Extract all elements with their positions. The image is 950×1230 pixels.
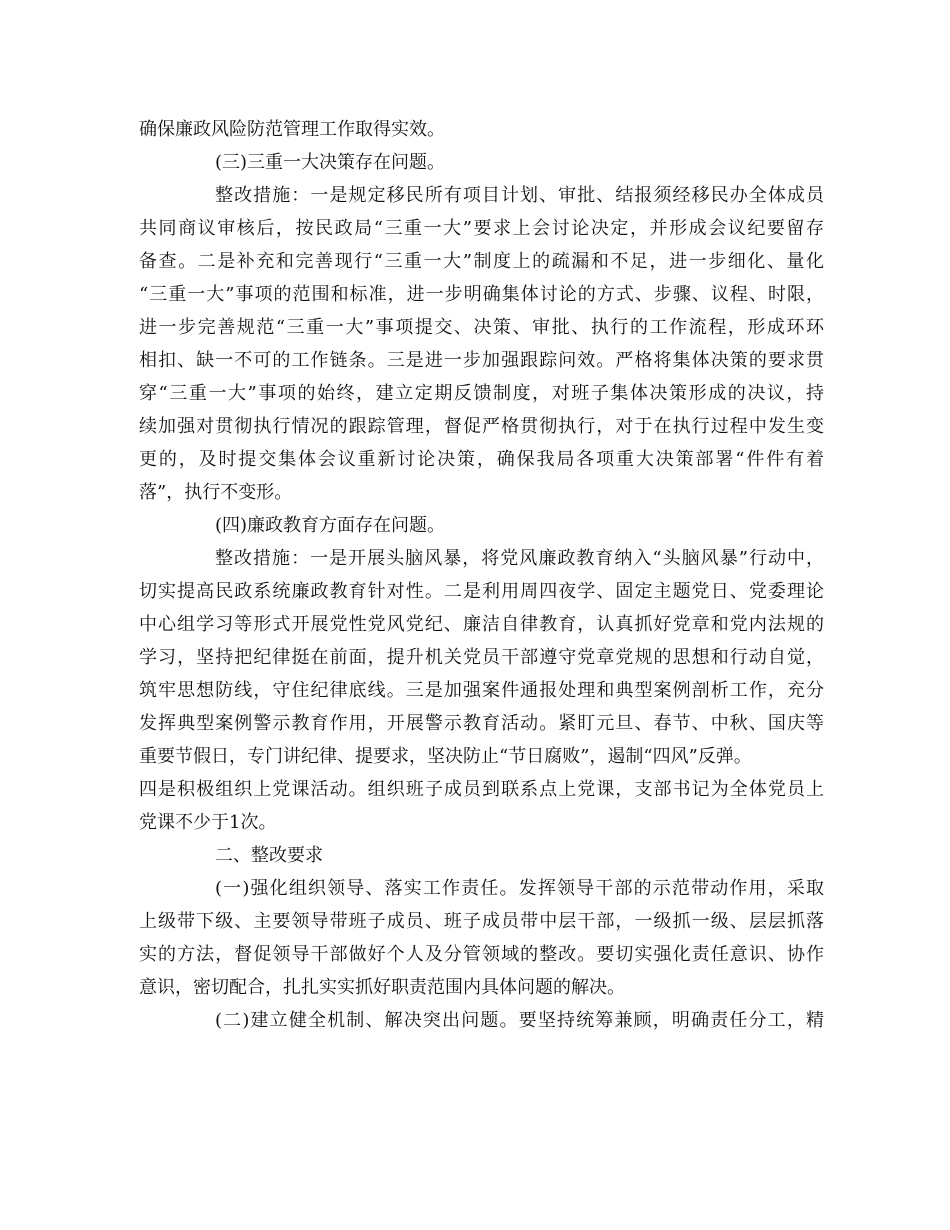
- text-line: 整改措施：一是开展头脑风暴，将党风廉政教育纳入“头脑风暴”行动中，: [215, 548, 824, 569]
- text-line: 穿“三重一大”事项的始终，建立定期反馈制度，对班子集体决策形成的决议，持: [139, 383, 824, 404]
- text-line: 备查。二是补充和完善现行“三重一大”制度上的疏漏和不足，进一步细化、量化: [139, 251, 824, 272]
- text-line: 上级带下级、主要领导带班子成员、班子成员带中层干部，一级抓一级、层层抓落: [139, 911, 824, 932]
- text-line: 落”，执行不变形。: [139, 482, 293, 503]
- section-heading: (四)廉政教育方面存在问题。: [215, 515, 446, 536]
- text-line: 相扣、缺一不可的工作链条。三是进一步加强跟踪问效。严格将集体决策的要求贯: [139, 350, 824, 371]
- text-line: “三重一大”事项的范围和标准，进一步明确集体讨论的方式、步骤、议程、时限，: [139, 284, 824, 305]
- text-line: 发挥典型案例警示教育作用，开展警示教育活动。紧盯元旦、春节、中秋、国庆等: [139, 713, 824, 734]
- text-line: (一)强化组织领导、落实工作责任。发挥领导干部的示范带动作用，采取: [215, 878, 824, 899]
- text-line: 党课不少于1次。: [139, 812, 277, 833]
- text-line: 四是积极组织上党课活动。组织班子成员到联系点上党课，支部书记为全体党员上: [139, 779, 824, 800]
- text-line: 学习，坚持把纪律挺在前面，提升机关党员干部遵守党章党规的思想和行动自觉，: [139, 647, 824, 668]
- section-heading: (三)三重一大决策存在问题。: [215, 152, 446, 173]
- text-line: 实的方法，督促领导干部做好个人及分管领域的整改。要切实强化责任意识、协作: [139, 944, 824, 965]
- text-line: 进一步完善规范“三重一大”事项提交、决策、审批、执行的工作流程，形成环环: [139, 317, 824, 338]
- text-line: 筑牢思想防线，守住纪律底线。三是加强案件通报处理和典型案例剖析工作，充分: [139, 680, 824, 701]
- text-line: (二)建立健全机制、解决突出问题。要坚持统筹兼顾，明确责任分工，精: [215, 1010, 824, 1031]
- text-line: 共同商议审核后，按民政局“三重一大”要求上会讨论决定，并形成会议纪要留存: [139, 218, 824, 239]
- text-line: 切实提高民政系统廉政教育针对性。二是利用周四夜学、固定主题党日、党委理论: [139, 581, 824, 602]
- text-line: 重要节假日，专门讲纪律、提要求，坚决防止“节日腐败”，遏制“四风”反弹。: [139, 746, 752, 767]
- text-line: 更的，及时提交集体会议重新讨论决策，确保我局各项重大决策部署“件件有着: [139, 449, 824, 470]
- section-heading: 二、整改要求: [215, 845, 323, 866]
- text-line: 中心组学习等形式开展党性党风党纪、廉洁自律教育，认真抓好党章和党内法规的: [139, 614, 824, 635]
- text-line: 整改措施：一是规定移民所有项目计划、审批、结报须经移民办全体成员: [215, 185, 824, 206]
- text-line: 续加强对贯彻执行情况的跟踪管理，督促严格贯彻执行，对于在执行过程中发生变: [139, 416, 824, 437]
- text-line: 意识，密切配合，扎扎实实抓好职责范围内具体问题的解决。: [139, 977, 625, 998]
- text-line: 确保廉政风险防范管理工作取得实效。: [139, 119, 445, 140]
